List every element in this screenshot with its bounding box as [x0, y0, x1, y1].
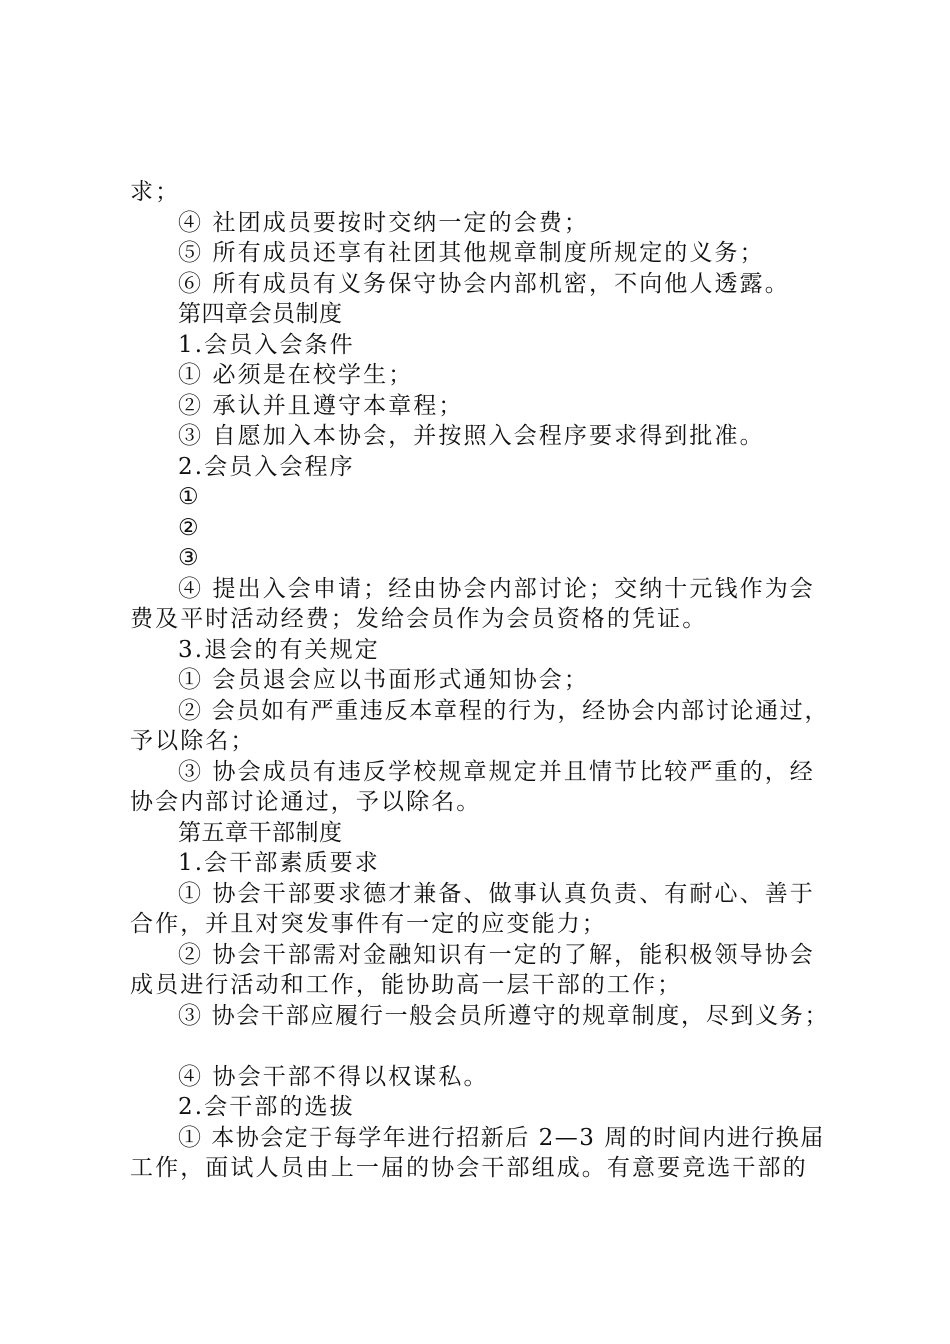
text-line: ① 协会干部要求德才兼备、做事认真负责、有耐心、善于 — [178, 880, 815, 907]
text-line: ① — [178, 484, 201, 510]
text-line: 求； — [130, 179, 181, 205]
text-line: ③ 自愿加入本协会，并按照入会程序要求得到批准。 — [178, 423, 765, 449]
text-line: 2.会干部的选拔 — [178, 1094, 355, 1120]
document-body — [130, 177, 830, 1184]
text-line: 工作，面试人员由上一届的协会干部组成。有意要竞选干部的 — [130, 1155, 808, 1181]
text-line: 予以除名； — [130, 728, 256, 754]
text-line: ④ 协会干部不得以权谋私。 — [178, 1063, 489, 1090]
text-line: 2.会员入会程序 — [178, 453, 355, 480]
text-line: ② 承认并且遵守本章程； — [178, 392, 464, 419]
text-line: 费及平时活动经费；发给会员作为会员资格的凭证。 — [130, 606, 708, 632]
text-line: ⑥ 所有成员有义务保守协会内部机密，不向他人透露。 — [178, 270, 790, 297]
chapter-heading: 第五章干部制度 — [178, 819, 343, 846]
text-line: 协会内部讨论通过，予以除名。 — [130, 789, 482, 815]
text-line: 合作，并且对突发事件有一定的应变能力； — [130, 911, 607, 937]
blank-line — [130, 1031, 830, 1062]
text-line: ① 本协会定于每学年进行招新后 2—3 周的时间内进行换届 — [178, 1124, 825, 1151]
text-line: ④ 提出入会申请；经由协会内部讨论；交纳十元钱作为会 — [178, 575, 815, 602]
text-line: ③ — [178, 545, 201, 571]
text-line: ② 会员如有严重违反本章程的行为，经协会内部讨论通过， — [178, 697, 830, 724]
text-line: 成员进行活动和工作，能协助高一层干部的工作； — [130, 972, 683, 998]
text-line: ③ 协会成员有违反学校规章规定并且情节比较严重的，经 — [178, 758, 815, 785]
text-line: ② 协会干部需对金融知识有一定的了解，能积极领导协会 — [178, 941, 815, 968]
text-line: ④ 社团成员要按时交纳一定的会费； — [178, 209, 590, 236]
text-line: 1.会员入会条件 — [178, 331, 355, 358]
text-line: 1.会干部素质要求 — [178, 850, 380, 876]
text-line: ② — [178, 514, 201, 541]
chapter-heading: 第四章会员制度 — [178, 301, 343, 327]
text-line: ① 必须是在校学生； — [178, 362, 414, 388]
text-line: ① 会员退会应以书面形式通知协会； — [178, 667, 590, 693]
text-line: ③ 协会干部应履行一般会员所遵守的规章制度，尽到义务； — [178, 1002, 830, 1029]
text-line: 3.退会的有关规定 — [178, 636, 380, 663]
text-line: ⑤ 所有成员还享有社团其他规章制度所规定的义务； — [178, 240, 765, 266]
